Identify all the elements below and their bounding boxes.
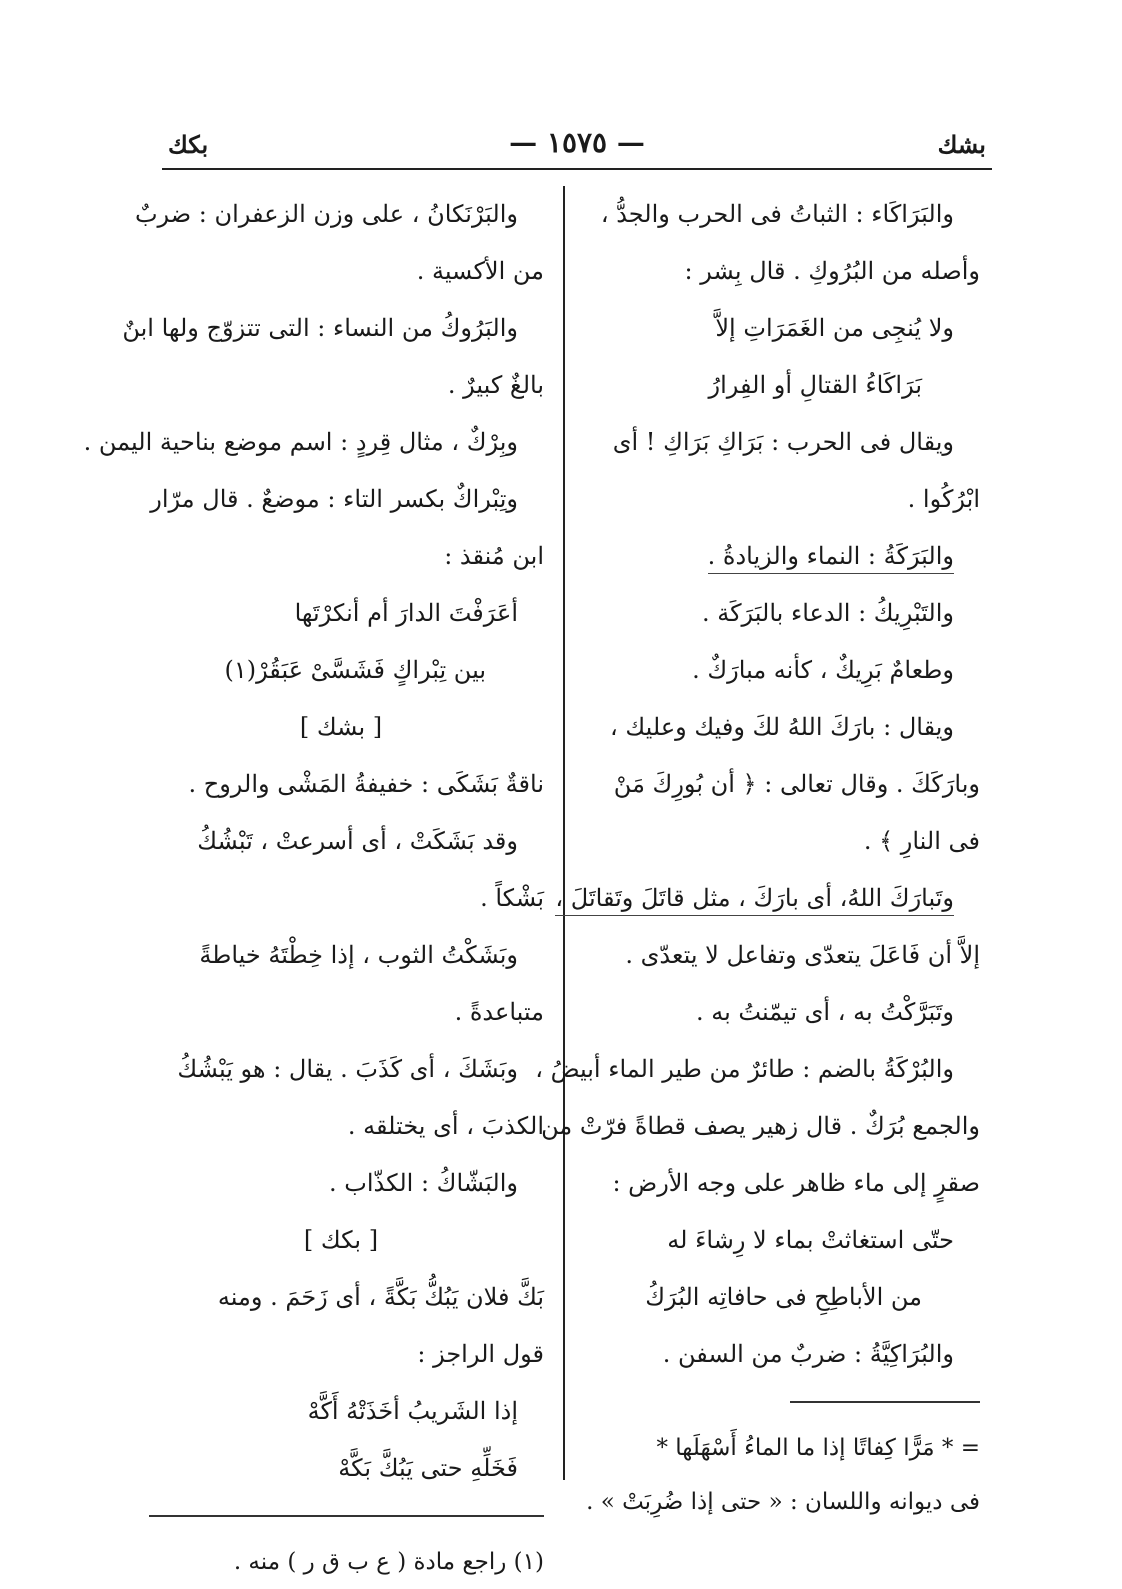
text-line: وتِبْراكٌ بكسر التاء : موضعٌ . قال مرّار: [150, 485, 518, 513]
text-line: والبَشّاكُ : الكذّاب .: [328, 1169, 518, 1197]
entry-heading: [ بكك ]: [303, 1226, 379, 1254]
text-line: فى النارِ ﴾ .: [863, 827, 980, 855]
text-line: والبَرْنَكانُ ، على وزن الزعفران : ضربٌ: [134, 200, 518, 228]
text-line: وبَشَكْتُ الثوب ، إذا خِطْتَهُ خياطةً: [199, 941, 518, 969]
verse-line: بين تِبْراكٍ فَشَسَّىْ عَبَقُرْ(١): [224, 656, 486, 684]
header-rule: [162, 168, 992, 170]
text-line: وأصله من البُرُوكِ . قال بِشر :: [684, 257, 980, 285]
right-column: [535, 186, 980, 1529]
entry-heading: [ بشك ]: [299, 713, 383, 741]
text-line: والبُرَاكِيَّةُ : ضربٌ من السفن .: [662, 1340, 954, 1368]
column-divider: [563, 186, 565, 1480]
underlined-text: وتَبارَكَ اللهُ، أى بارَكَ ، مثل قاتَلَ وتَقاتَلَ ،: [555, 881, 954, 916]
verse-line: من الأباطِحِ فى حافاتِه البُرَكُ: [645, 1283, 922, 1311]
header-left-keyword: بكك: [168, 130, 209, 159]
text-line: ابن مُنقذ :: [444, 542, 544, 570]
text-line: والتَبْرِيكُ : الدعاء بالبَرَكَة .: [701, 599, 954, 627]
text-line: وطعامٌ بَرِيكٌ ، كأنه مبارَكٌ .: [692, 656, 954, 684]
footnote-rule: [790, 1401, 980, 1403]
text-line: والبَرُوكُ من النساء : التى تتزوّج ولها ابنٌ: [122, 314, 518, 342]
header-right-keyword: بشك: [937, 130, 986, 159]
page-header: [168, 126, 986, 166]
verse-line: حتّى استغاثتْ بماء لا رِشاءَ له: [667, 1226, 954, 1254]
text-line: بَكَّ فلان يَبُكُّ بَكَّةً ، أى زَحَمَ . ومنه: [217, 1283, 544, 1311]
footnote-line: فى ديوانه واللسان : « حتى إذا ضُرِبَتْ » .: [586, 1489, 980, 1515]
text-line: وبَشَكَ ، أى كَذَبَ . يقال : هو يَبْشُكُ: [177, 1055, 518, 1083]
text-line: الكذبَ ، أى يختلقه .: [347, 1112, 544, 1140]
page-number: — ١٥٧٥ —: [509, 126, 645, 159]
text-line: [582, 528, 980, 585]
text-line: وقد بَشَكَتْ ، أى أسرعتْ ، تَبْشُكُ: [197, 827, 518, 855]
text-line: والبُرْكَةُ بالضم : طائرٌ من طير الماء أبيضُ ،: [535, 1055, 954, 1083]
verse-line: أعَرَفْتَ الدارَ أم أنكرْتَها: [294, 599, 518, 627]
text-line: وتَبَرَّكْتُ به ، أى تيمّنتُ به .: [695, 998, 954, 1026]
footnote-rule: [149, 1515, 544, 1517]
text-line: بَشْكاً .: [480, 884, 544, 912]
text-line: بالغٌ كبيرٌ .: [447, 371, 544, 399]
text-line: ابْرُكُوا .: [907, 485, 980, 513]
text-line: وبارَكَكَ . وقال تعالى : ﴿ أن بُورِكَ مَنْ: [613, 770, 980, 798]
footnote-line: = * مَرًّا كِفاتًا إذا ما الماءُ أَسْهَلَها *: [656, 1435, 980, 1461]
text-line: والجمع بُرَكٌ . قال زهير يصف قطاةً فرّتْ من: [541, 1112, 980, 1140]
text-line: ويقال : بارَكَ اللهُ لكَ وفيك وعليك ،: [610, 713, 954, 741]
text-line: قول الراجز :: [417, 1340, 544, 1368]
text-line: ناقةٌ بَشَكَى : خفيفةُ المَشْى والروح .: [188, 770, 544, 798]
text-line: من الأكسية .: [416, 257, 544, 285]
text-line: ويقال فى الحرب : بَرَاكِ بَرَاكِ ! أى: [612, 428, 954, 456]
verse-line: فَخَلِّهِ حتى يَبُكَّ بَكَّهْ: [338, 1454, 518, 1482]
left-column: [83, 186, 544, 1589]
text-line: والبَرَاكَاء : الثباتُ فى الحرب والجدُّ ،: [600, 200, 954, 228]
verse-line: ولا يُنجِى من الغَمَرَاتِ إلاَّ: [715, 314, 954, 342]
text-line: متباعدةً .: [454, 998, 544, 1026]
footnote-line: (١) راجع مادة ( ع ب ق ر ) منه .: [233, 1549, 544, 1575]
text-line: صقرٍ إلى ماء ظاهر على وجه الأرض :: [612, 1169, 980, 1197]
verse-line: إذا الشَريبُ أخَذَتْهُ أَكَّهْ: [307, 1397, 518, 1425]
text-line: وبِرْكٌ ، مثال قِردٍ : اسم موضع بناحية اليمن .: [83, 428, 518, 456]
text-line: إلاَّ أن فَاعَلَ يتعدّى وتفاعل لا يتعدّى .: [625, 941, 980, 969]
underlined-text: والبَرَكَةُ : النماء والزيادةُ .: [708, 539, 954, 574]
verse-line: بَرَاكَاءُ القتالِ أو الفِرارُ: [708, 371, 922, 399]
text-line: [555, 870, 980, 927]
